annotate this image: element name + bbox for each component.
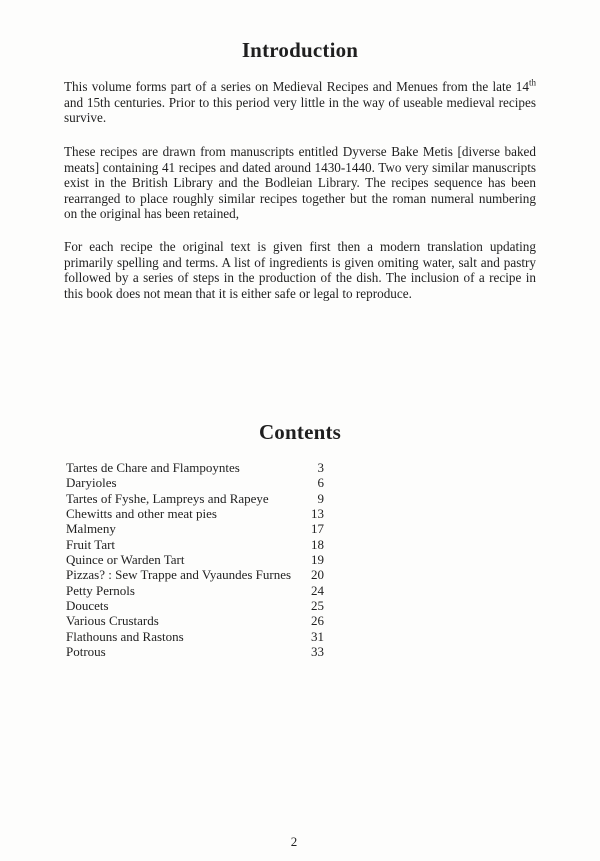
intro-paragraph-1-text: This volume forms part of a series on Medieval Recipes and Menues from the late 14 [64,79,529,94]
toc-entry-title: Daryioles [66,475,117,491]
toc-entry-title: Doucets [66,598,109,614]
toc-entry-title: Tartes de Chare and Flampoyntes [66,460,240,475]
toc-row [66,537,324,552]
toc-entry-page-number: 17 [311,521,324,537]
toc-entry-page-number: 3 [317,460,324,475]
toc-entry-page-number: 13 [311,506,324,522]
intro-paragraph-1-text-cont: and 15th centuries. Prior to this period very little in the way of useable medieval recipes survive. [64,94,536,126]
toc-entry-page-number: 18 [311,536,324,552]
toc-row [66,629,324,644]
table-of-contents [66,460,324,659]
toc-entry-page-number: 9 [317,490,324,506]
toc-entry-page-number: 24 [311,582,324,598]
toc-row [66,521,324,536]
toc-row [66,506,324,521]
toc-entry-page-number: 26 [311,613,324,629]
toc-entry-title: Quince or Warden Tart [66,552,185,568]
toc-entry-title: Various Crustards [66,613,159,629]
toc-row [66,583,324,598]
toc-row [66,552,324,567]
toc-entry-title: Pizzas? : Sew Trappe and Vyaundes Furnes [66,567,292,583]
toc-row [66,460,324,475]
toc-row [66,475,324,490]
intro-paragraph-1 [64,79,536,126]
toc-row [66,491,324,506]
contents-heading: Contents [258,420,342,444]
toc-row [66,598,324,613]
toc-entry-title: Fruit Tart [66,536,116,552]
toc-entry-page-number: 20 [311,567,324,583]
toc-entry-title: Malmeny [66,521,116,537]
toc-entry-title: Tartes of Fyshe, Lampreys and Rapeye [66,490,269,506]
toc-entry-page-number: 25 [311,598,324,614]
toc-entry-page-number: 31 [311,628,324,644]
toc-row [66,567,324,582]
ordinal-superscript: th [528,77,536,88]
toc-row [66,644,324,659]
toc-entry-title: Flathouns and Rastons [66,628,184,644]
toc-entry-page-number: 19 [311,552,324,568]
intro-paragraph-2: These recipes are drawn from manuscripts entitled Dyverse Bake Metis [diverse baked meats] containing 41 recipes and dated around 1430-1440. Two very similar manuscripts exist in the British Library and the Bodleian Library. The recipes sequence has been rearranged to place roughly similar recipes together but the roman numeral numbering on the original has been retained, [64,144,536,222]
toc-entry-page-number: 6 [317,475,324,491]
page-number: 2 [290,834,298,849]
toc-entry-title: Chewitts and other meat pies [66,506,217,522]
intro-paragraph-3: For each recipe the original text is given first then a modern translation updating primarily spelling and terms. A list of ingredients is given omiting water, salt and pastry followed by a series of steps in the production of the dish. The inclusion of a recipe in this book does not mean that it is either safe or legal to reproduce. [64,239,536,301]
toc-entry-page-number: 33 [311,644,324,660]
toc-entry-title: Potrous [66,644,106,660]
toc-row [66,613,324,628]
introduction-heading: Introduction [241,38,359,62]
toc-entry-title: Petty Pernols [66,582,135,598]
